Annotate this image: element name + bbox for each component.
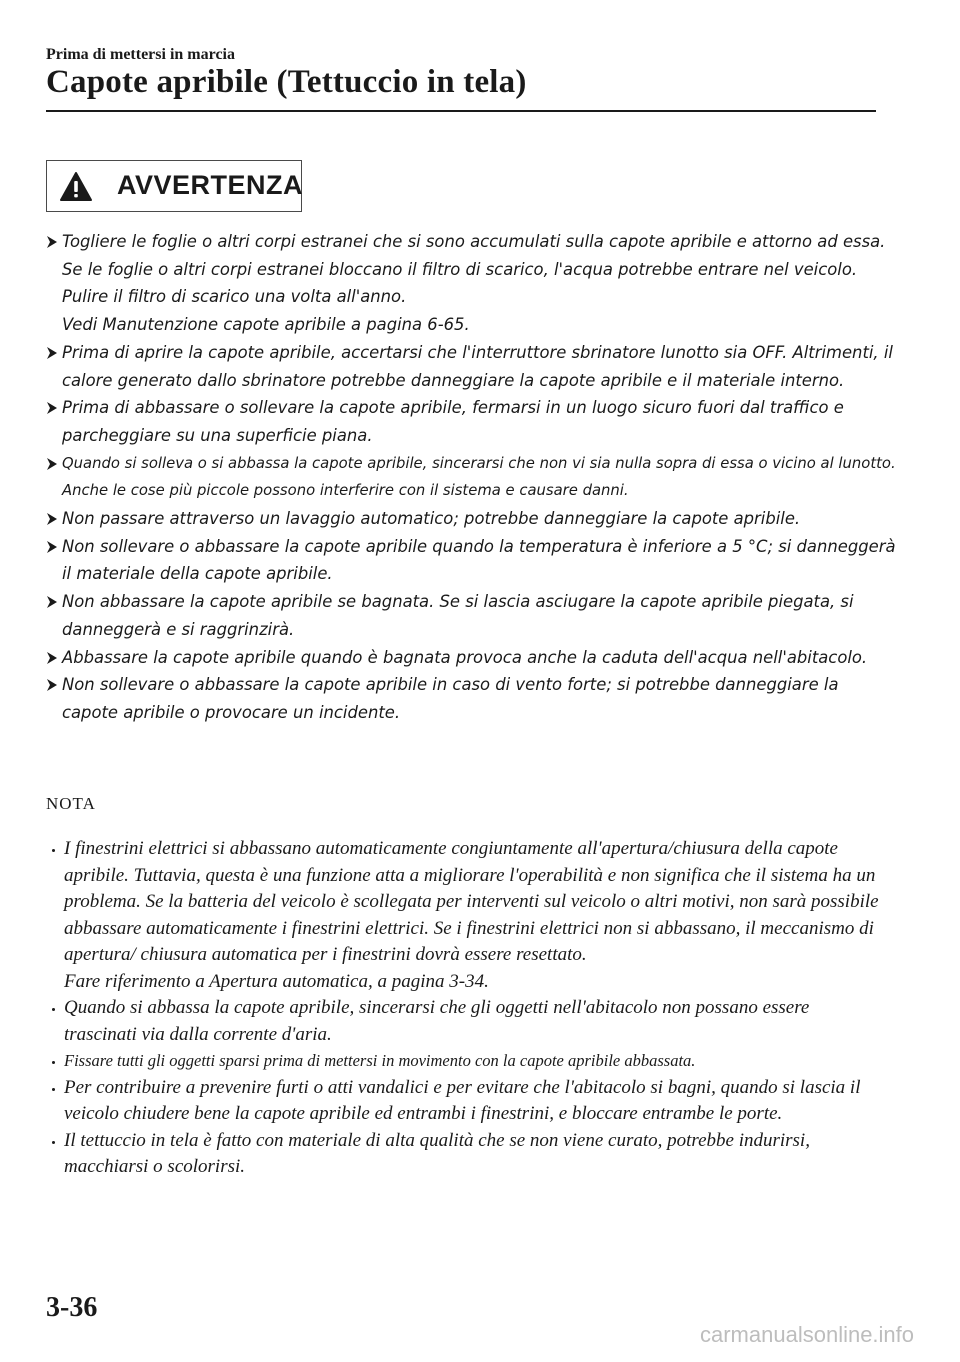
nota-item [52,836,882,995]
nota-item [52,1075,882,1128]
warning-item-text: Prima di aprire la capote apribile, accertarsi che l'interruttore sbrinatore lunotto sia OFF. Altrimenti, il calore generato dallo sbrinatore potrebbe danneggiare la capote apribile e il materiale interno. [62,342,893,390]
arrow-bullet-icon [46,595,58,609]
nota-item [52,1048,882,1075]
warning-item [46,644,896,672]
dot-bullet-icon [52,1008,55,1011]
section-label: Prima di mettersi in marcia [46,46,235,63]
arrow-bullet-icon [46,346,58,360]
warning-item [46,339,896,394]
dot-bullet-icon [52,1141,55,1144]
arrow-bullet-icon [46,457,58,471]
nota-list [52,836,882,1181]
nota-item [52,995,882,1048]
warning-header-box [46,160,302,212]
arrow-bullet-icon [46,651,58,665]
warning-item-text: Togliere le foglie o altri corpi estranei che si sono accumulati sulla capote apribile e attorno ad essa. Se le foglie o altri corpi estranei bloccano il filtro di scarico, l'acqua potrebbe entrare nel veicolo. Pulire il filtro di scarico una volta all'anno. [62,232,886,307]
nota-item-text: Quando si abbassa la capote apribile, sincerarsi che gli oggetti nell'abitacolo non possano essere trascinati via dalla corrente d'aria. [64,997,810,1045]
dot-bullet-icon [52,849,55,852]
arrow-bullet-icon [46,678,58,692]
warning-item-reference: Vedi Manutenzione capote apribile a pagina 6-65. [62,315,470,335]
page-title: Capote apribile (Tettuccio in tela) [46,64,527,100]
warning-item [46,450,896,505]
arrow-bullet-icon [46,512,58,526]
page-number: 3-36 [46,1292,98,1323]
nota-item-text: Fissare tutti gli oggetti sparsi prima di mettersi in movimento con la capote apribile abbassata. [64,1051,696,1070]
arrow-bullet-icon [46,540,58,554]
nota-item [52,1128,882,1181]
dot-bullet-icon [52,1088,55,1091]
watermark: carmanualsonline.info [700,1322,915,1347]
warning-item-text: Quando si solleva o si abbassa la capote apribile, sincerarsi che non vi sia nulla sopra di essa o vicino al lunotto. Anche le cose più piccole possono interferire con il sistema e causare danni. [62,454,896,500]
dot-bullet-icon [52,1061,55,1064]
warning-item [46,394,896,449]
warning-item [46,671,896,726]
warning-triangle-icon [59,171,93,202]
warning-item-text: Prima di abbassare o sollevare la capote apribile, fermarsi in un luogo sicuro fuori dal traffico e parcheggiare su una superficie piana. [62,398,844,445]
warning-item-text: Non abbassare la capote apribile se bagnata. Se si lascia asciugare la capote apribile piegata, si danneggerà e si raggrinzirà. [62,592,854,639]
warning-item-text: Abbassare la capote apribile quando è bagnata provoca anche la caduta dell'acqua nell'abitacolo. [62,647,868,667]
warning-item-text: Non passare attraverso un lavaggio automatico; potrebbe danneggiare la capote apribile. [62,509,801,529]
nota-heading: NOTA [46,794,96,813]
nota-item-text: I finestrini elettrici si abbassano automaticamente congiuntamente all'apertura/chiusura della capote apribile. Tuttavia, questa è una funzione atta a migliorare l'operabilità e non significa che il sistema ha un problema. Se la batteria del veicolo è scollegata per interventi sul veicolo o altri motivi, non sarà possibile abbassare automaticamente i finestrini elettrici. Se i finestrini elettrici non si abbassano, il meccanismo di apertura/ chiusura automatica per i finestrini dovrà essere resettato. [64,838,879,965]
warning-list [46,228,896,727]
warning-item [46,228,896,339]
warning-title: AVVERTENZA [117,170,304,200]
warning-item-text: Non sollevare o abbassare la capote apribile quando la temperatura è inferiore a 5 °C; si danneggerà il materiale della capote apribile. [62,536,896,584]
nota-item-text: Il tettuccio in tela è fatto con materiale di alta qualità che se non viene curato, potrebbe indurirsi, macchiarsi o scolorirsi. [64,1129,810,1177]
warning-item [46,588,896,643]
warning-item [46,505,896,533]
arrow-bullet-icon [46,235,58,249]
nota-item-text: Per contribuire a prevenire furti o atti vandalici e per evitare che l'abitacolo si bagni, quando si lascia il veicolo chiudere bene la capote apribile ed entrambi i finestrini, e bloccare entrambe le porte. [64,1076,861,1124]
nota-item-reference: Fare riferimento a Apertura automatica, a pagina 3-34. [64,970,489,992]
warning-item-text: Non sollevare o abbassare la capote apribile in caso di vento forte; si potrebbe danneggiare la capote apribile o provocare un incidente. [62,675,839,722]
title-divider [46,110,876,112]
arrow-bullet-icon [46,401,58,415]
warning-item [46,533,896,588]
